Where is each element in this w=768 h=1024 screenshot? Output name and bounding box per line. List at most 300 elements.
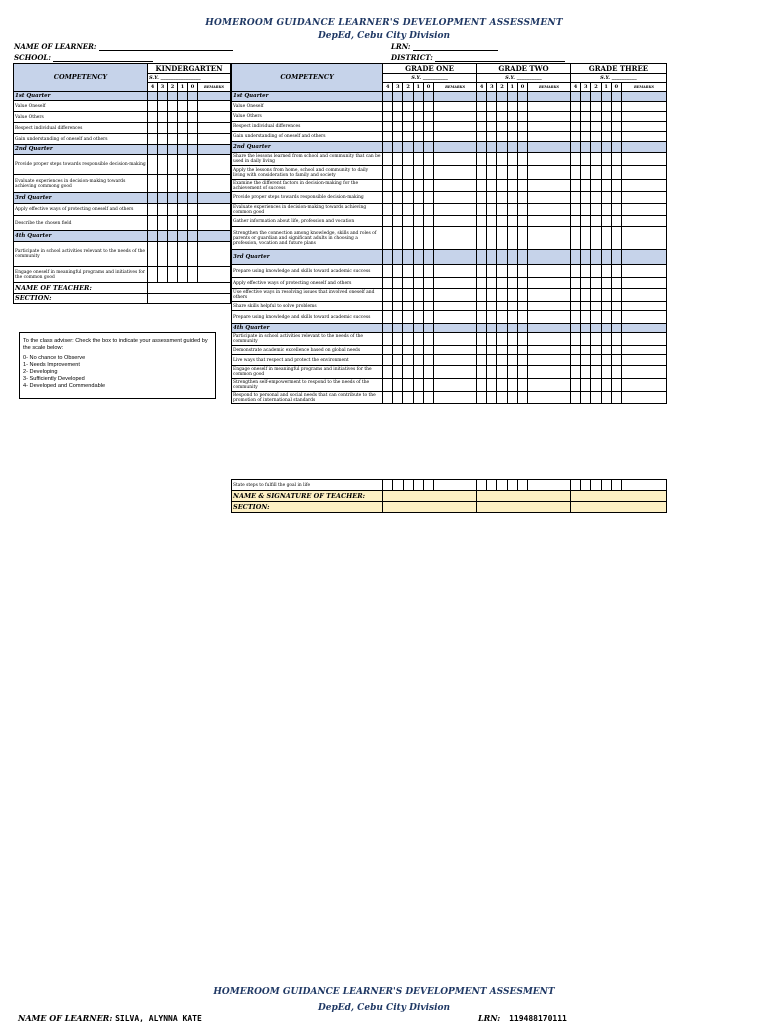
assessment-cell[interactable] <box>383 480 393 491</box>
assessment-cell[interactable] <box>621 480 666 491</box>
assessment-cell[interactable] <box>413 227 423 250</box>
assessment-cell[interactable] <box>383 102 393 112</box>
assessment-cell[interactable] <box>611 216 621 227</box>
assessment-cell[interactable] <box>497 153 507 166</box>
assessment-cell[interactable] <box>507 302 517 311</box>
assessment-cell[interactable] <box>570 112 580 122</box>
assessment-cell[interactable] <box>528 333 571 346</box>
assessment-cell[interactable] <box>423 166 433 180</box>
assessment-cell[interactable] <box>570 102 580 112</box>
assessment-cell[interactable] <box>611 379 621 392</box>
assessment-cell[interactable] <box>383 392 393 404</box>
assessment-cell[interactable] <box>393 122 403 132</box>
assessment-cell[interactable] <box>403 355 413 366</box>
assessment-cell[interactable] <box>517 480 527 491</box>
assessment-cell[interactable] <box>507 102 517 112</box>
assessment-cell[interactable] <box>477 392 487 404</box>
assessment-cell[interactable] <box>528 265 571 278</box>
assessment-cell[interactable] <box>581 102 591 112</box>
assessment-cell[interactable] <box>591 366 601 379</box>
assessment-cell[interactable] <box>393 302 403 311</box>
assessment-cell[interactable] <box>403 333 413 346</box>
assessment-cell[interactable] <box>477 480 487 491</box>
assessment-cell[interactable] <box>477 153 487 166</box>
assessment-cell[interactable] <box>621 379 666 392</box>
assessment-cell[interactable] <box>413 379 423 392</box>
assessment-cell[interactable] <box>497 355 507 366</box>
assessment-cell[interactable] <box>423 480 433 491</box>
assessment-cell[interactable] <box>403 379 413 392</box>
assessment-cell[interactable] <box>487 289 497 302</box>
assessment-cell[interactable] <box>591 132 601 142</box>
assessment-cell[interactable] <box>383 180 393 192</box>
assessment-cell[interactable] <box>403 311 413 324</box>
assessment-cell[interactable] <box>581 302 591 311</box>
assessment-cell[interactable] <box>517 379 527 392</box>
assessment-cell[interactable] <box>621 302 666 311</box>
assessment-cell[interactable] <box>423 311 433 324</box>
assessment-cell[interactable] <box>393 289 403 302</box>
assessment-cell[interactable] <box>393 265 403 278</box>
assessment-cell[interactable] <box>517 346 527 355</box>
assessment-cell[interactable] <box>477 204 487 216</box>
assessment-cell[interactable] <box>507 366 517 379</box>
assessment-cell[interactable] <box>487 102 497 112</box>
assessment-cell[interactable] <box>423 265 433 278</box>
assessment-cell[interactable] <box>507 153 517 166</box>
assessment-cell[interactable] <box>611 302 621 311</box>
assessment-cell[interactable] <box>507 392 517 404</box>
assessment-cell[interactable] <box>601 102 611 112</box>
assessment-cell[interactable] <box>581 379 591 392</box>
assessment-cell[interactable] <box>528 153 571 166</box>
assessment-cell[interactable] <box>477 265 487 278</box>
assessment-cell[interactable] <box>611 311 621 324</box>
assessment-cell[interactable] <box>601 392 611 404</box>
assessment-cell[interactable] <box>570 204 580 216</box>
assessment-cell[interactable] <box>591 355 601 366</box>
assessment-cell[interactable] <box>383 366 393 379</box>
assessment-cell[interactable] <box>507 112 517 122</box>
assessment-cell[interactable] <box>477 132 487 142</box>
assessment-cell[interactable] <box>507 278 517 289</box>
assessment-cell[interactable] <box>413 289 423 302</box>
assessment-cell[interactable] <box>591 112 601 122</box>
assessment-cell[interactable] <box>611 480 621 491</box>
assessment-cell[interactable] <box>383 112 393 122</box>
assessment-cell[interactable] <box>581 392 591 404</box>
assessment-cell[interactable] <box>413 278 423 289</box>
assessment-cell[interactable] <box>403 227 413 250</box>
assessment-cell[interactable] <box>393 355 403 366</box>
assessment-cell[interactable] <box>383 153 393 166</box>
assessment-cell[interactable] <box>528 204 571 216</box>
assessment-cell[interactable] <box>383 122 393 132</box>
assessment-cell[interactable] <box>393 192 403 204</box>
assessment-cell[interactable] <box>581 289 591 302</box>
assessment-cell[interactable] <box>413 112 423 122</box>
grades-section-field[interactable] <box>477 502 571 513</box>
assessment-cell[interactable] <box>621 216 666 227</box>
assessment-cell[interactable] <box>413 346 423 355</box>
assessment-cell[interactable] <box>413 180 423 192</box>
assessment-cell[interactable] <box>507 311 517 324</box>
assessment-cell[interactable] <box>383 289 393 302</box>
assessment-cell[interactable] <box>403 112 413 122</box>
learner-name-field[interactable] <box>99 43 233 51</box>
assessment-cell[interactable] <box>581 180 591 192</box>
assessment-cell[interactable] <box>611 153 621 166</box>
assessment-cell[interactable] <box>423 192 433 204</box>
assessment-cell[interactable] <box>581 166 591 180</box>
assessment-cell[interactable] <box>528 379 571 392</box>
assessment-cell[interactable] <box>383 379 393 392</box>
assessment-cell[interactable] <box>487 302 497 311</box>
assessment-cell[interactable] <box>591 302 601 311</box>
assessment-cell[interactable] <box>528 102 571 112</box>
assessment-cell[interactable] <box>497 180 507 192</box>
assessment-cell[interactable] <box>581 132 591 142</box>
assessment-cell[interactable] <box>434 180 477 192</box>
assessment-cell[interactable] <box>487 204 497 216</box>
assessment-cell[interactable] <box>591 379 601 392</box>
assessment-cell[interactable] <box>477 192 487 204</box>
assessment-cell[interactable] <box>434 132 477 142</box>
assessment-cell[interactable] <box>393 216 403 227</box>
assessment-cell[interactable] <box>413 311 423 324</box>
assessment-cell[interactable] <box>393 180 403 192</box>
assessment-cell[interactable] <box>528 278 571 289</box>
assessment-cell[interactable] <box>611 227 621 250</box>
assessment-cell[interactable] <box>477 166 487 180</box>
assessment-cell[interactable] <box>570 278 580 289</box>
assessment-cell[interactable] <box>591 192 601 204</box>
assessment-cell[interactable] <box>570 153 580 166</box>
assessment-cell[interactable] <box>611 392 621 404</box>
assessment-cell[interactable] <box>601 192 611 204</box>
assessment-cell[interactable] <box>570 122 580 132</box>
assessment-cell[interactable] <box>507 204 517 216</box>
assessment-cell[interactable] <box>621 102 666 112</box>
assessment-cell[interactable] <box>497 366 507 379</box>
assessment-cell[interactable] <box>528 112 571 122</box>
assessment-cell[interactable] <box>393 166 403 180</box>
assessment-cell[interactable] <box>487 227 497 250</box>
assessment-cell[interactable] <box>497 132 507 142</box>
assessment-cell[interactable] <box>591 392 601 404</box>
assessment-cell[interactable] <box>413 166 423 180</box>
assessment-cell[interactable] <box>591 289 601 302</box>
assessment-cell[interactable] <box>487 112 497 122</box>
assessment-cell[interactable] <box>570 333 580 346</box>
assessment-cell[interactable] <box>601 278 611 289</box>
assessment-cell[interactable] <box>621 333 666 346</box>
assessment-cell[interactable] <box>570 132 580 142</box>
assessment-cell[interactable] <box>434 480 477 491</box>
assessment-cell[interactable] <box>581 204 591 216</box>
assessment-cell[interactable] <box>434 289 477 302</box>
assessment-cell[interactable] <box>393 278 403 289</box>
assessment-cell[interactable] <box>570 311 580 324</box>
assessment-cell[interactable] <box>403 480 413 491</box>
assessment-cell[interactable] <box>611 112 621 122</box>
assessment-cell[interactable] <box>570 379 580 392</box>
assessment-cell[interactable] <box>434 227 477 250</box>
assessment-cell[interactable] <box>423 333 433 346</box>
assessment-cell[interactable] <box>403 346 413 355</box>
assessment-cell[interactable] <box>497 302 507 311</box>
assessment-cell[interactable] <box>517 204 527 216</box>
assessment-cell[interactable] <box>601 112 611 122</box>
assessment-cell[interactable] <box>393 379 403 392</box>
assessment-cell[interactable] <box>434 204 477 216</box>
assessment-cell[interactable] <box>570 392 580 404</box>
assessment-cell[interactable] <box>434 122 477 132</box>
assessment-cell[interactable] <box>434 333 477 346</box>
assessment-cell[interactable] <box>403 102 413 112</box>
assessment-cell[interactable] <box>413 392 423 404</box>
school-field[interactable] <box>53 54 153 62</box>
assessment-cell[interactable] <box>528 216 571 227</box>
assessment-cell[interactable] <box>434 112 477 122</box>
assessment-cell[interactable] <box>487 355 497 366</box>
assessment-cell[interactable] <box>517 192 527 204</box>
assessment-cell[interactable] <box>517 102 527 112</box>
assessment-cell[interactable] <box>528 166 571 180</box>
assessment-cell[interactable] <box>601 379 611 392</box>
assessment-cell[interactable] <box>403 122 413 132</box>
assessment-cell[interactable] <box>601 122 611 132</box>
assessment-cell[interactable] <box>383 166 393 180</box>
assessment-cell[interactable] <box>487 132 497 142</box>
assessment-cell[interactable] <box>528 180 571 192</box>
assessment-cell[interactable] <box>621 132 666 142</box>
assessment-cell[interactable] <box>413 355 423 366</box>
assessment-cell[interactable] <box>487 311 497 324</box>
assessment-cell[interactable] <box>477 379 487 392</box>
assessment-cell[interactable] <box>591 204 601 216</box>
assessment-cell[interactable] <box>611 132 621 142</box>
assessment-cell[interactable] <box>393 311 403 324</box>
assessment-cell[interactable] <box>497 289 507 302</box>
assessment-cell[interactable] <box>497 122 507 132</box>
assessment-cell[interactable] <box>423 302 433 311</box>
assessment-cell[interactable] <box>570 265 580 278</box>
assessment-cell[interactable] <box>601 153 611 166</box>
assessment-cell[interactable] <box>570 480 580 491</box>
assessment-cell[interactable] <box>507 289 517 302</box>
assessment-cell[interactable] <box>497 227 507 250</box>
assessment-cell[interactable] <box>487 333 497 346</box>
assessment-cell[interactable] <box>601 289 611 302</box>
assessment-cell[interactable] <box>517 355 527 366</box>
assessment-cell[interactable] <box>423 355 433 366</box>
assessment-cell[interactable] <box>393 346 403 355</box>
assessment-cell[interactable] <box>423 278 433 289</box>
assessment-cell[interactable] <box>591 122 601 132</box>
assessment-cell[interactable] <box>528 192 571 204</box>
assessment-cell[interactable] <box>621 166 666 180</box>
assessment-cell[interactable] <box>570 166 580 180</box>
assessment-cell[interactable] <box>621 289 666 302</box>
assessment-cell[interactable] <box>477 289 487 302</box>
assessment-cell[interactable] <box>507 333 517 346</box>
assessment-cell[interactable] <box>434 265 477 278</box>
assessment-cell[interactable] <box>517 392 527 404</box>
assessment-cell[interactable] <box>477 278 487 289</box>
grades-section-field[interactable] <box>570 502 666 513</box>
assessment-cell[interactable] <box>507 132 517 142</box>
assessment-cell[interactable] <box>497 392 507 404</box>
assessment-cell[interactable] <box>591 153 601 166</box>
assessment-cell[interactable] <box>497 192 507 204</box>
assessment-cell[interactable] <box>601 366 611 379</box>
assessment-cell[interactable] <box>601 480 611 491</box>
assessment-cell[interactable] <box>601 311 611 324</box>
assessment-cell[interactable] <box>528 346 571 355</box>
assessment-cell[interactable] <box>581 216 591 227</box>
assessment-cell[interactable] <box>517 180 527 192</box>
assessment-cell[interactable] <box>528 355 571 366</box>
assessment-cell[interactable] <box>621 153 666 166</box>
assessment-cell[interactable] <box>413 480 423 491</box>
assessment-cell[interactable] <box>393 204 403 216</box>
assessment-cell[interactable] <box>423 346 433 355</box>
assessment-cell[interactable] <box>591 311 601 324</box>
assessment-cell[interactable] <box>570 355 580 366</box>
assessment-cell[interactable] <box>477 333 487 346</box>
assessment-cell[interactable] <box>517 289 527 302</box>
assessment-cell[interactable] <box>570 346 580 355</box>
assessment-cell[interactable] <box>570 366 580 379</box>
grade-three-sy[interactable]: S.Y. __________ <box>570 74 666 83</box>
assessment-cell[interactable] <box>570 180 580 192</box>
assessment-cell[interactable] <box>601 166 611 180</box>
assessment-cell[interactable] <box>621 204 666 216</box>
assessment-cell[interactable] <box>528 392 571 404</box>
assessment-cell[interactable] <box>413 302 423 311</box>
assessment-cell[interactable] <box>423 366 433 379</box>
assessment-cell[interactable] <box>611 102 621 112</box>
assessment-cell[interactable] <box>423 153 433 166</box>
assessment-cell[interactable] <box>487 122 497 132</box>
kinder-section-field[interactable] <box>148 294 231 304</box>
assessment-cell[interactable] <box>383 204 393 216</box>
assessment-cell[interactable] <box>434 153 477 166</box>
assessment-cell[interactable] <box>487 166 497 180</box>
assessment-cell[interactable] <box>528 480 571 491</box>
lrn-field[interactable] <box>413 43 498 51</box>
assessment-cell[interactable] <box>621 265 666 278</box>
assessment-cell[interactable] <box>611 180 621 192</box>
assessment-cell[interactable] <box>591 333 601 346</box>
grades-section-field[interactable] <box>383 502 477 513</box>
assessment-cell[interactable] <box>611 346 621 355</box>
assessment-cell[interactable] <box>423 180 433 192</box>
assessment-cell[interactable] <box>434 216 477 227</box>
assessment-cell[interactable] <box>581 278 591 289</box>
assessment-cell[interactable] <box>393 112 403 122</box>
assessment-cell[interactable] <box>497 166 507 180</box>
assessment-cell[interactable] <box>477 216 487 227</box>
assessment-cell[interactable] <box>621 112 666 122</box>
assessment-cell[interactable] <box>601 346 611 355</box>
assessment-cell[interactable] <box>497 311 507 324</box>
assessment-cell[interactable] <box>581 122 591 132</box>
assessment-cell[interactable] <box>517 112 527 122</box>
teacher-signature-field[interactable] <box>570 491 666 502</box>
assessment-cell[interactable] <box>423 112 433 122</box>
assessment-cell[interactable] <box>413 204 423 216</box>
assessment-cell[interactable] <box>528 302 571 311</box>
assessment-cell[interactable] <box>528 311 571 324</box>
assessment-cell[interactable] <box>434 302 477 311</box>
assessment-cell[interactable] <box>423 392 433 404</box>
assessment-cell[interactable] <box>423 122 433 132</box>
assessment-cell[interactable] <box>423 216 433 227</box>
assessment-cell[interactable] <box>383 227 393 250</box>
assessment-cell[interactable] <box>591 480 601 491</box>
assessment-cell[interactable] <box>507 265 517 278</box>
assessment-cell[interactable] <box>570 216 580 227</box>
assessment-cell[interactable] <box>497 379 507 392</box>
assessment-cell[interactable] <box>383 333 393 346</box>
assessment-cell[interactable] <box>528 289 571 302</box>
assessment-cell[interactable] <box>528 132 571 142</box>
assessment-cell[interactable] <box>507 346 517 355</box>
assessment-cell[interactable] <box>497 216 507 227</box>
assessment-cell[interactable] <box>497 112 507 122</box>
teacher-signature-field[interactable] <box>477 491 571 502</box>
assessment-cell[interactable] <box>403 278 413 289</box>
assessment-cell[interactable] <box>393 132 403 142</box>
assessment-cell[interactable] <box>497 346 507 355</box>
grade-one-sy[interactable]: S.Y. __________ <box>383 74 477 83</box>
assessment-cell[interactable] <box>507 180 517 192</box>
assessment-cell[interactable] <box>591 278 601 289</box>
assessment-cell[interactable] <box>581 265 591 278</box>
teacher-signature-field[interactable] <box>383 491 477 502</box>
assessment-cell[interactable] <box>581 480 591 491</box>
assessment-cell[interactable] <box>621 392 666 404</box>
assessment-cell[interactable] <box>403 204 413 216</box>
assessment-cell[interactable] <box>507 216 517 227</box>
assessment-cell[interactable] <box>601 227 611 250</box>
assessment-cell[interactable] <box>621 311 666 324</box>
assessment-cell[interactable] <box>621 122 666 132</box>
assessment-cell[interactable] <box>507 166 517 180</box>
assessment-cell[interactable] <box>601 355 611 366</box>
assessment-cell[interactable] <box>423 204 433 216</box>
assessment-cell[interactable] <box>393 102 403 112</box>
assessment-cell[interactable] <box>434 311 477 324</box>
assessment-cell[interactable] <box>434 366 477 379</box>
assessment-cell[interactable] <box>477 180 487 192</box>
assessment-cell[interactable] <box>383 355 393 366</box>
assessment-cell[interactable] <box>611 166 621 180</box>
assessment-cell[interactable] <box>517 227 527 250</box>
assessment-cell[interactable] <box>487 392 497 404</box>
assessment-cell[interactable] <box>434 102 477 112</box>
assessment-cell[interactable] <box>507 379 517 392</box>
assessment-cell[interactable] <box>434 355 477 366</box>
assessment-cell[interactable] <box>601 265 611 278</box>
assessment-cell[interactable] <box>601 302 611 311</box>
assessment-cell[interactable] <box>393 480 403 491</box>
assessment-cell[interactable] <box>487 216 497 227</box>
assessment-cell[interactable] <box>581 227 591 250</box>
assessment-cell[interactable] <box>403 166 413 180</box>
